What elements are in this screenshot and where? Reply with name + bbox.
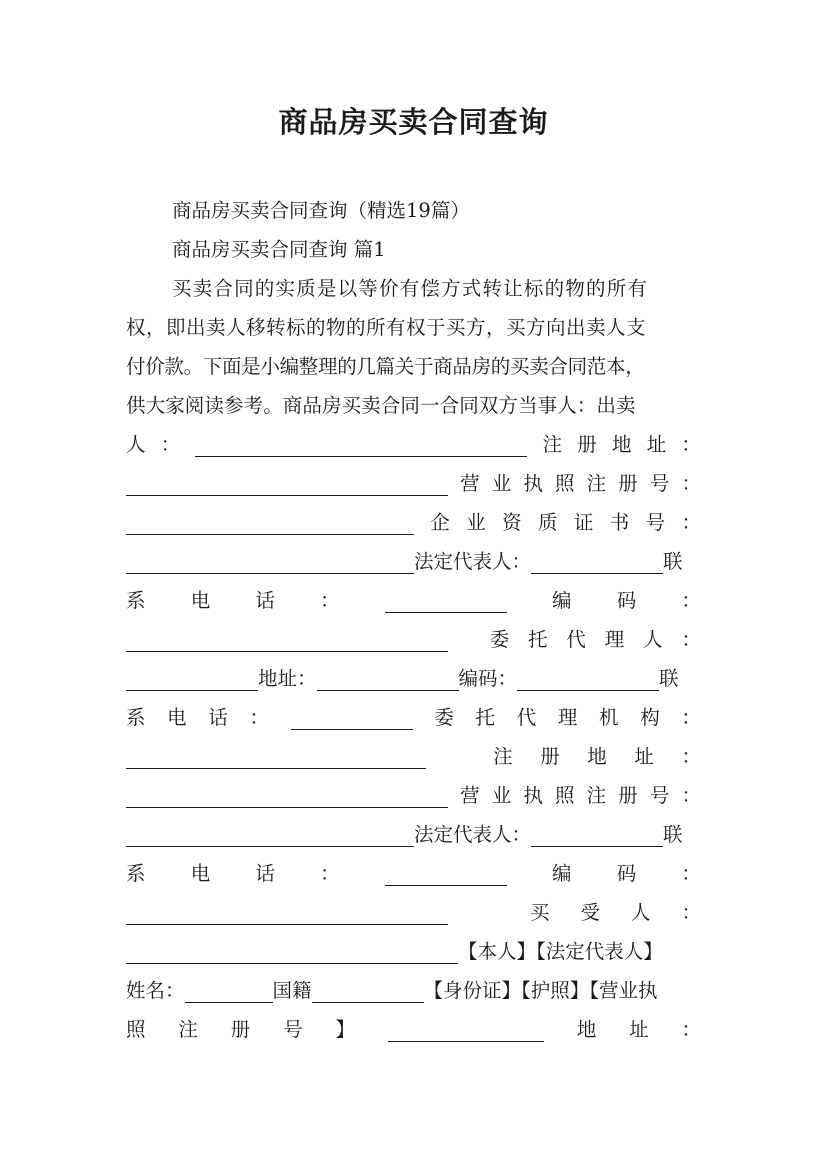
- label-char: 号: [283, 1018, 303, 1041]
- label-char: ：: [681, 472, 701, 495]
- label-char: ：: [681, 1018, 701, 1041]
- blank-field[interactable]: [126, 628, 448, 652]
- form-line-license-address: [126, 1015, 701, 1045]
- blank-field[interactable]: [185, 979, 273, 1003]
- label-postcode: 编码：: [458, 667, 518, 690]
- label-char: 册: [618, 472, 638, 495]
- label-char: 代: [566, 628, 586, 651]
- label-char: 号: [649, 472, 670, 495]
- label-char: 址: [646, 433, 667, 456]
- label-char: ：: [320, 589, 340, 612]
- label-char: 系: [126, 706, 146, 729]
- label-char: 人: [126, 433, 146, 456]
- form-line-business-license: [126, 469, 701, 499]
- label-nationality: 国籍: [272, 979, 312, 1002]
- label-char: 代: [516, 706, 537, 729]
- form-line-agency-phone: [126, 859, 701, 889]
- label-char: ：: [160, 433, 181, 456]
- label-char: 人: [643, 628, 663, 651]
- label-char: 话: [208, 706, 228, 729]
- label-char: 委: [489, 628, 510, 651]
- form-line-agent-address: [126, 664, 701, 694]
- blank-field[interactable]: [312, 979, 424, 1003]
- label-legal-representative: 法定代表人：: [414, 823, 532, 846]
- label-char: ：: [681, 628, 701, 651]
- label-char: 执: [523, 472, 543, 495]
- label-char: 注: [178, 1018, 198, 1041]
- label-char: 书: [609, 511, 630, 534]
- label-char: 地: [612, 433, 632, 456]
- blank-field[interactable]: [126, 901, 448, 925]
- paragraph-line-2: [126, 313, 701, 343]
- label-char: 电: [190, 589, 211, 612]
- blank-field[interactable]: [385, 862, 507, 886]
- label-char: 编: [552, 589, 572, 612]
- blank-field[interactable]: [126, 823, 414, 847]
- blank-field[interactable]: [317, 667, 459, 691]
- label-char: 注: [493, 745, 513, 768]
- blank-field[interactable]: [126, 550, 414, 574]
- label-char: ：: [681, 784, 701, 807]
- label-char: ：: [681, 901, 701, 924]
- paragraph-text: 权，即出卖人移转标的物的所有权于买方，买方向出卖人支: [126, 316, 647, 339]
- label-char: 注: [586, 784, 607, 807]
- label-char: 册: [618, 784, 638, 807]
- label-char: 机: [599, 706, 619, 729]
- label-char: 话: [255, 589, 275, 612]
- label-char: 编: [552, 862, 572, 885]
- blank-field[interactable]: [126, 940, 458, 964]
- label-char: 受: [580, 901, 600, 924]
- label-name: 姓名：: [126, 979, 185, 1002]
- label-char: 营: [460, 784, 480, 807]
- blank-field[interactable]: [195, 433, 527, 457]
- label-char: 码: [616, 862, 637, 885]
- label-char: 地: [587, 745, 607, 768]
- form-line-legal-rep: [126, 547, 701, 577]
- label-char: 理: [604, 628, 625, 651]
- label-char: 电: [167, 706, 187, 729]
- label-char: 册: [230, 1018, 251, 1041]
- subtitle: 商品房买卖合同查询（精选19篇）: [172, 199, 470, 222]
- form-line-agency: [126, 703, 701, 733]
- blank-field[interactable]: [126, 784, 448, 808]
- form-line-agency-address: [126, 742, 701, 772]
- label-char: ：: [249, 706, 270, 729]
- form-line-name-nationality: [126, 976, 701, 1006]
- label-char: 册: [577, 433, 597, 456]
- label-char: 号: [649, 784, 670, 807]
- label-char: 人: [630, 901, 651, 924]
- label-char: 联: [663, 550, 683, 573]
- label-char: ：: [681, 745, 701, 768]
- label-char: 照: [126, 1018, 146, 1041]
- paragraph-line-4: [126, 391, 701, 421]
- label-char: ：: [681, 511, 701, 534]
- form-line-agency-license: [126, 781, 701, 811]
- label-char: 址: [634, 745, 654, 768]
- label-char: 码: [616, 589, 637, 612]
- blank-field[interactable]: [126, 667, 258, 691]
- label-char: 】: [335, 1018, 356, 1041]
- form-line-agent: [126, 625, 701, 655]
- label-char: ：: [681, 862, 701, 885]
- label-char: 托: [475, 706, 496, 729]
- label-char: 理: [557, 706, 578, 729]
- blank-field[interactable]: [385, 589, 507, 613]
- label-char: 资: [502, 511, 522, 534]
- label-char: 质: [537, 511, 558, 534]
- label-char: 营: [460, 472, 480, 495]
- blank-field[interactable]: [531, 823, 663, 847]
- label-char: 联: [663, 823, 683, 846]
- label-char: 联: [659, 667, 679, 690]
- label-char: 系: [126, 862, 146, 885]
- form-line-agency-legal-rep: [126, 820, 701, 850]
- blank-field[interactable]: [126, 745, 426, 769]
- label-char: 业: [466, 511, 486, 534]
- form-line-seller-address: [126, 430, 701, 460]
- form-line-qualification: [126, 508, 701, 538]
- label-char: 托: [528, 628, 548, 651]
- label-char: 注: [586, 472, 607, 495]
- paragraph-line-3: [126, 352, 701, 382]
- document-title: 商品房买卖合同查询: [278, 105, 549, 139]
- blank-field[interactable]: [126, 511, 414, 535]
- label-char: ：: [681, 706, 701, 729]
- label-char: 业: [491, 784, 512, 807]
- label-char: 系: [126, 589, 146, 612]
- form-line-phone-postcode: [126, 586, 701, 616]
- label-address: 地址：: [258, 667, 317, 690]
- label-char: 注: [542, 433, 563, 456]
- label-char: 地: [576, 1018, 597, 1041]
- subtitle-line: [172, 196, 701, 226]
- label-char: 业: [491, 472, 512, 495]
- paragraph-line-1: [172, 274, 701, 304]
- blank-field[interactable]: [291, 706, 413, 730]
- label-char: 照: [554, 784, 575, 807]
- blank-field[interactable]: [388, 1018, 544, 1042]
- label-char: 址: [629, 1018, 649, 1041]
- label-char: 执: [523, 784, 543, 807]
- blank-field[interactable]: [517, 667, 659, 691]
- label-char: ：: [681, 433, 701, 456]
- label-char: 企: [430, 511, 450, 534]
- form-line-buyer: [126, 898, 701, 928]
- label-buyer-type: 【本人】【法定代表人】: [458, 940, 663, 963]
- blank-field[interactable]: [531, 550, 663, 574]
- label-char: 委: [434, 706, 454, 729]
- label-id-types: 【身份证】【护照】【营业执: [423, 979, 658, 1002]
- label-char: 证: [573, 511, 594, 534]
- label-legal-representative: 法定代表人：: [414, 550, 532, 573]
- paragraph-text: 付价款。下面是小编整理的几篇关于商品房的买卖合同范本，: [126, 355, 645, 378]
- label-char: 买: [529, 901, 550, 924]
- label-char: 号: [645, 511, 666, 534]
- paragraph-text: 买卖合同的实质是以等价有偿方式转让标的物的所有: [172, 277, 649, 300]
- section-heading: 商品房买卖合同查询 篇1: [172, 238, 386, 261]
- label-char: 册: [540, 745, 560, 768]
- section-heading-line: [172, 235, 701, 265]
- blank-field[interactable]: [126, 472, 448, 496]
- form-line-buyer-type: [126, 937, 701, 967]
- label-char: 照: [554, 472, 575, 495]
- label-char: ：: [681, 589, 701, 612]
- label-char: 构: [640, 706, 660, 729]
- label-char: ：: [320, 862, 340, 885]
- paragraph-text: 供大家阅读参考。商品房买卖合同一合同双方当事人：出卖: [126, 394, 636, 417]
- label-char: 电: [190, 862, 211, 885]
- label-char: 话: [255, 862, 275, 885]
